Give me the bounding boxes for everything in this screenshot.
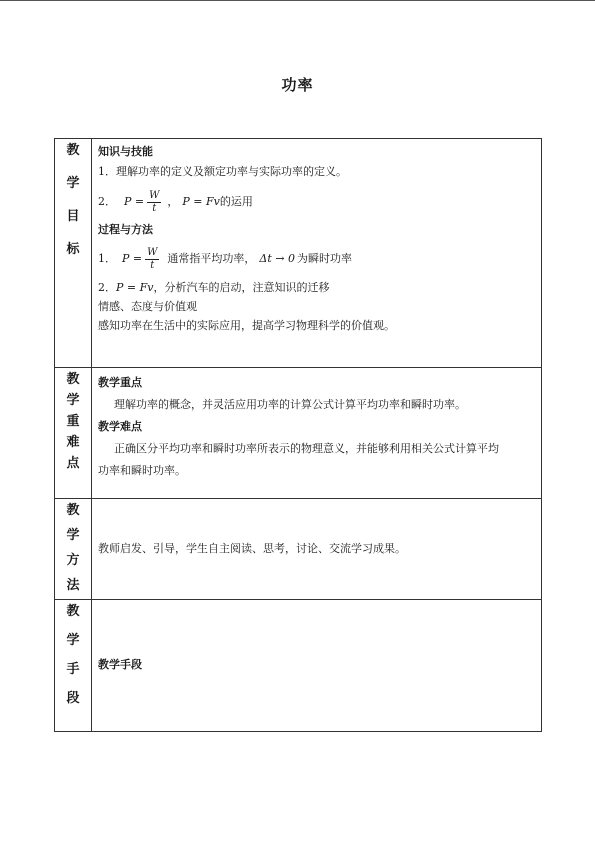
fraction-numerator: W: [147, 246, 158, 258]
emotion-text: 感知功率在生活中的实际应用，提高学习物理科学的价值观。: [98, 319, 395, 332]
item-number: 2．: [98, 281, 116, 294]
label-char: 方: [66, 553, 80, 568]
label-char: 点: [66, 456, 80, 471]
label-char: 教: [66, 503, 80, 518]
item-number: 2．: [98, 195, 116, 208]
methods-label-cell: [55, 499, 92, 600]
methods-row: [55, 499, 542, 600]
formula-lhs: P =: [124, 195, 145, 208]
label-char: 段: [66, 691, 80, 706]
means-label-cell: [55, 600, 92, 732]
formula-power-force-velocity: P = Fv: [182, 195, 220, 208]
knowledge-heading: 知识与技能: [98, 145, 153, 158]
keypoints-label: [55, 368, 91, 471]
objectives-label-cell: [55, 139, 92, 368]
item-number: 1．: [98, 252, 116, 265]
label-char: 难: [66, 435, 80, 450]
keypoints-label-cell: [55, 368, 92, 499]
formula-power-force-velocity: P = Fv: [116, 281, 154, 294]
label-char: 教: [66, 143, 80, 158]
fraction-denominator: t: [152, 202, 157, 214]
formula-lhs: P =: [122, 252, 143, 265]
item-text: ，分析汽车的启动，注意知识的迁移: [153, 281, 330, 294]
label-char: 目: [66, 209, 80, 224]
label-char: 学: [66, 528, 80, 543]
means-label: [55, 600, 91, 706]
label-char: 手: [66, 662, 80, 677]
difficulty-text-1: 正确区分平均功率和瞬时功率所表示的物理意义，并能够利用相关公式计算平均: [114, 442, 499, 455]
methods-label: [55, 499, 91, 593]
means-row: [55, 600, 542, 732]
formula-limit: Δt → 0: [259, 252, 295, 265]
label-char: 学: [66, 393, 80, 408]
fraction: [147, 190, 161, 215]
label-char: 学: [66, 633, 80, 648]
item-text: 通常指平均功率，: [167, 252, 256, 265]
keypoints-row: [55, 368, 542, 499]
label-char: 教: [66, 372, 80, 387]
objectives-content-cell: [92, 139, 542, 368]
knowledge-item-1: 1．理解功率的定义及额定功率与实际功率的定义。: [98, 165, 347, 178]
top-rule: [0, 0, 595, 1]
label-char: 学: [66, 176, 80, 191]
process-item-1: [98, 242, 535, 276]
label-char: 教: [66, 604, 80, 619]
methods-content-cell: [92, 499, 542, 600]
means-heading: 教学手段: [98, 658, 142, 671]
item-text: 的运用: [219, 195, 253, 208]
fraction-numerator: W: [149, 189, 160, 201]
label-char: 重: [66, 414, 80, 429]
difficulty-heading: 教学难点: [98, 420, 142, 433]
process-item-2: [98, 280, 535, 296]
knowledge-item-2: [98, 186, 535, 218]
fraction: [145, 247, 159, 272]
keypoints-content-cell: [92, 368, 542, 499]
label-char: 法: [66, 578, 80, 593]
label-char: 标: [66, 242, 80, 257]
objectives-row: [55, 139, 542, 368]
fraction-denominator: t: [150, 259, 155, 271]
objectives-label: [55, 139, 91, 257]
lesson-plan-table: [54, 138, 542, 732]
separator: ，: [167, 195, 179, 208]
focus-heading: 教学重点: [98, 376, 142, 389]
page-title: 功率: [281, 76, 314, 94]
focus-text: 理解功率的概念，并灵活应用功率的计算公式计算平均功率和瞬时功率。: [114, 398, 466, 411]
means-content-cell: [92, 600, 542, 732]
process-heading: 过程与方法: [98, 223, 153, 236]
item-text: 为瞬时功率: [296, 252, 352, 265]
methods-text: 教师启发、引导，学生自主阅读、思考，讨论、交流学习成果。: [98, 541, 406, 555]
emotion-heading: 情感、态度与价值观: [98, 300, 197, 313]
difficulty-text-2: 功率和瞬时功率。: [98, 464, 186, 477]
